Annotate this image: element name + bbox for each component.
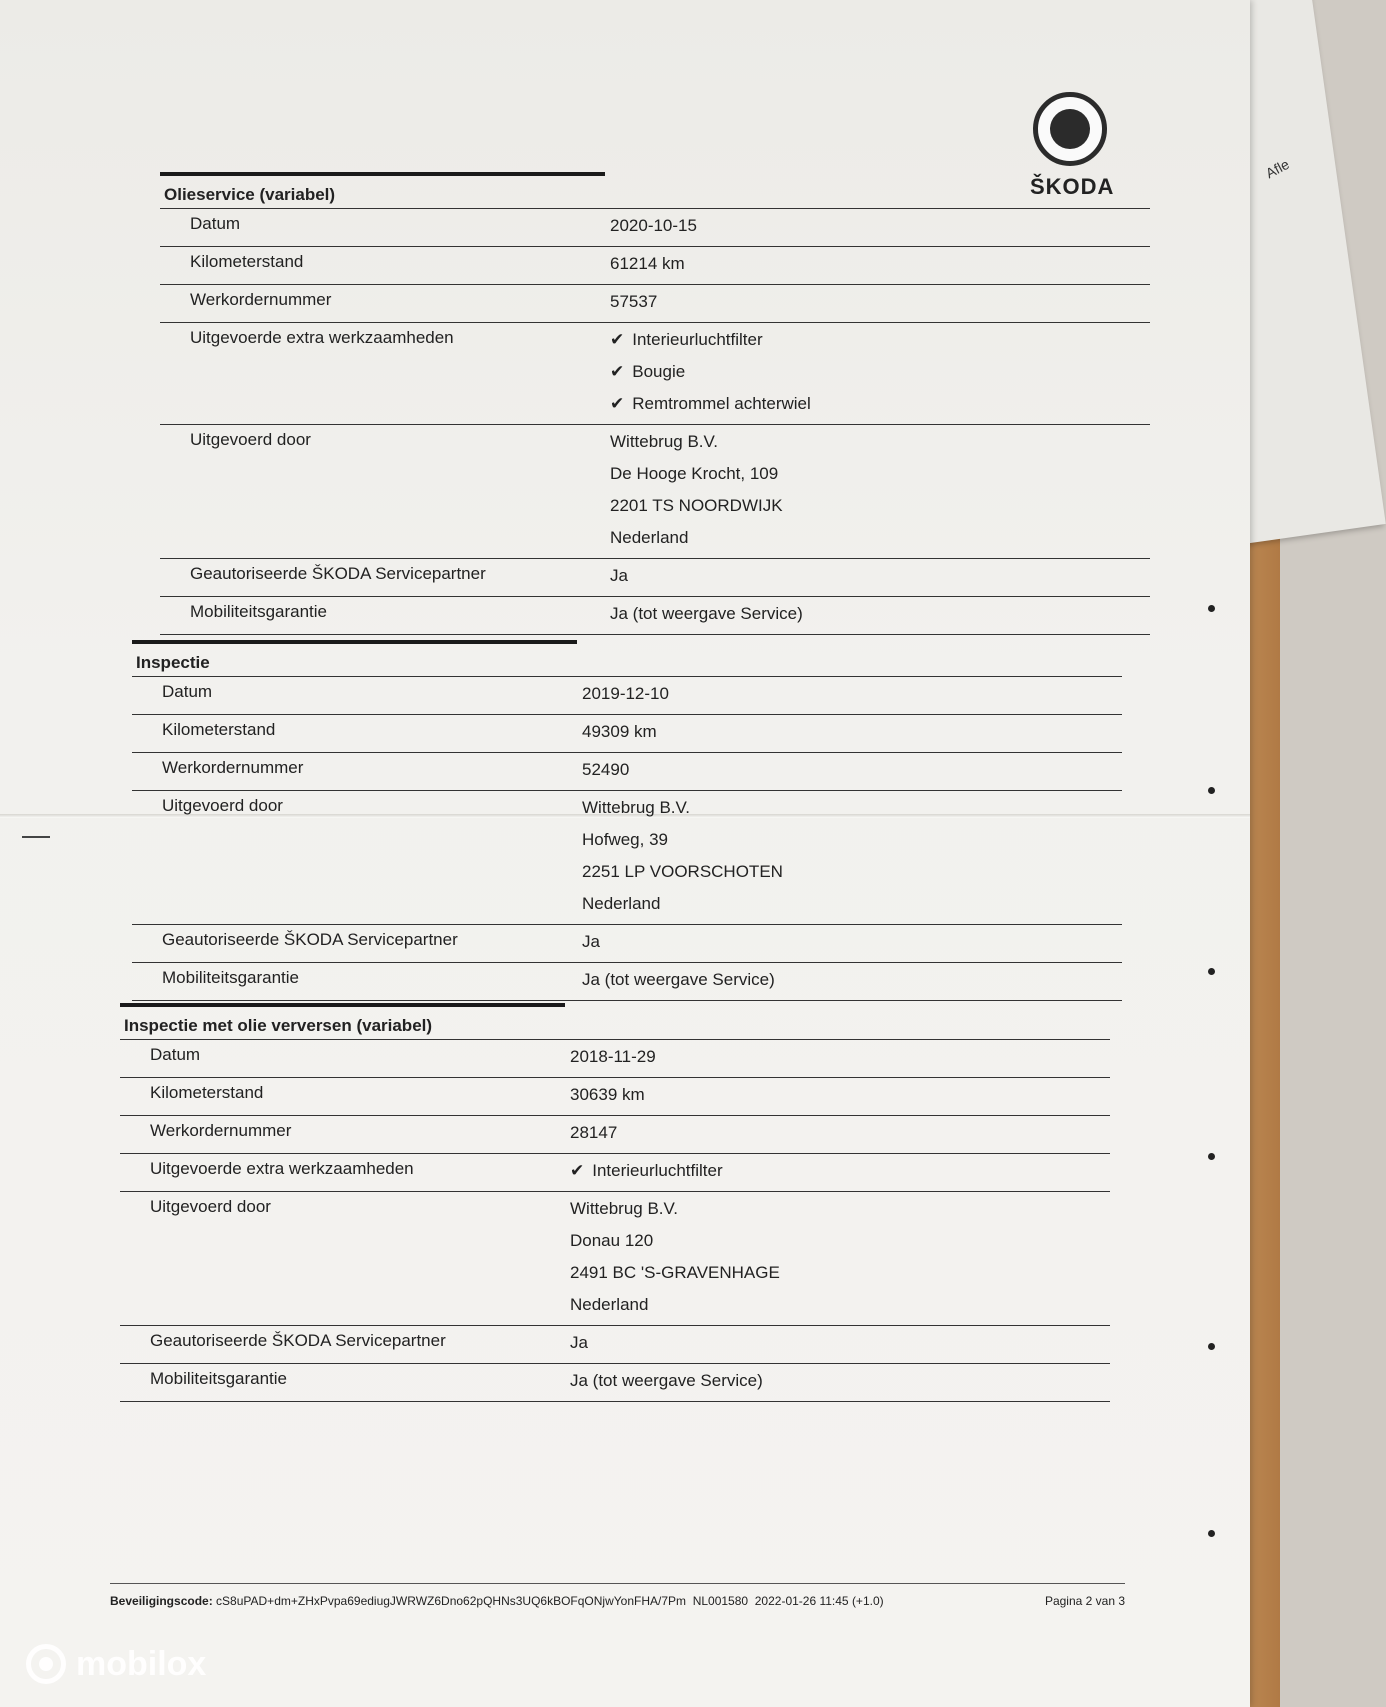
row-value: Wittebrug B.V. xyxy=(570,1199,679,1218)
row-value: Ja xyxy=(570,1333,588,1352)
side-sheet-text: Afle xyxy=(1262,155,1292,182)
row-label: Mobiliteitsgarantie xyxy=(190,602,328,621)
record-row xyxy=(160,322,1150,424)
row-value: 2201 TS NOORDWIJK xyxy=(610,496,783,515)
record-row xyxy=(160,208,1150,246)
row-value: 28147 xyxy=(570,1123,618,1142)
row-label: Datum xyxy=(150,1045,201,1064)
mobilox-watermark xyxy=(26,1644,206,1684)
punch-hole xyxy=(1208,787,1215,794)
row-value: Nederland xyxy=(610,528,689,547)
record-row xyxy=(160,558,1150,596)
row-label: Uitgevoerd door xyxy=(162,796,283,815)
mobilox-logo-icon xyxy=(26,1644,66,1684)
row-values xyxy=(582,677,1122,714)
row-value: De Hooge Krocht, 109 xyxy=(610,464,779,483)
row-label: Geautoriseerde ŠKODA Servicepartner xyxy=(162,930,458,949)
record-row xyxy=(160,284,1150,322)
row-values xyxy=(582,791,1122,924)
row-label: Uitgevoerde extra werkzaamheden xyxy=(150,1159,414,1178)
checked-item: ✔ Bougie xyxy=(610,360,1150,392)
row-label: Mobiliteitsgarantie xyxy=(150,1369,288,1388)
record-row xyxy=(120,1363,1110,1402)
row-value: Nederland xyxy=(570,1295,649,1314)
row-value: Ja (tot weergave Service) xyxy=(582,970,775,989)
section-title: Inspectie xyxy=(136,653,210,672)
row-label: Datum xyxy=(190,214,241,233)
skoda-emblem-icon xyxy=(1033,92,1107,166)
service-section xyxy=(160,172,1150,635)
record-row xyxy=(132,752,1122,790)
row-values xyxy=(610,597,1150,634)
record-row xyxy=(132,790,1122,924)
page-footer xyxy=(110,1583,1125,1608)
section-title: Inspectie met olie verversen (variabel) xyxy=(124,1016,433,1035)
punch-hole xyxy=(1208,605,1215,612)
row-value: 2018-11-29 xyxy=(570,1047,656,1066)
record-row xyxy=(160,246,1150,284)
fold-mark xyxy=(22,836,50,838)
dealer-code: NL001580 xyxy=(692,1594,749,1608)
row-label: Uitgevoerde extra werkzaamheden xyxy=(190,328,454,347)
checked-item: ✔ Interieurluchtfilter xyxy=(570,1159,1110,1191)
row-label: Kilometerstand xyxy=(162,720,276,739)
watermark-text: mobilox xyxy=(76,1644,207,1683)
record-row xyxy=(160,424,1150,558)
punch-hole xyxy=(1208,1153,1215,1160)
row-label: Werkordernummer xyxy=(190,290,332,309)
section-title: Olieservice (variabel) xyxy=(164,185,336,204)
row-values xyxy=(570,1326,1110,1363)
row-values xyxy=(610,247,1150,284)
service-section xyxy=(120,1003,1110,1402)
row-value: Wittebrug B.V. xyxy=(610,432,719,451)
row-label: Datum xyxy=(162,682,213,701)
section-rule xyxy=(120,1003,565,1007)
row-label: Geautoriseerde ŠKODA Servicepartner xyxy=(190,564,486,583)
row-value: 57537 xyxy=(610,292,658,311)
record-row xyxy=(120,1039,1110,1077)
record-row xyxy=(120,1191,1110,1325)
security-label: Beveiligingscode: xyxy=(110,1594,213,1608)
row-label: Uitgevoerd door xyxy=(190,430,311,449)
record-row xyxy=(160,596,1150,635)
row-value: Nederland xyxy=(582,894,661,913)
row-values xyxy=(610,209,1150,246)
row-values xyxy=(570,1364,1110,1401)
row-values xyxy=(610,425,1150,558)
punch-hole xyxy=(1208,1530,1215,1537)
service-section xyxy=(132,640,1122,1001)
row-value: 49309 km xyxy=(582,722,657,741)
row-value: 61214 km xyxy=(610,254,685,273)
row-value: 52490 xyxy=(582,760,630,779)
checked-item: ✔ Interieurluchtfilter xyxy=(610,328,1150,360)
row-values xyxy=(582,753,1122,790)
punch-hole xyxy=(1208,1343,1215,1350)
row-values xyxy=(610,323,1150,424)
row-values xyxy=(582,925,1122,962)
section-rule xyxy=(160,172,605,176)
row-label: Kilometerstand xyxy=(150,1083,264,1102)
row-label: Uitgevoerd door xyxy=(150,1197,271,1216)
record-row xyxy=(120,1153,1110,1191)
page-number: Pagina 2 van 3 xyxy=(1044,1594,1125,1608)
row-value: Ja (tot weergave Service) xyxy=(570,1371,763,1390)
section-rule xyxy=(132,640,577,644)
row-values xyxy=(582,715,1122,752)
record-row xyxy=(132,676,1122,714)
record-row xyxy=(132,714,1122,752)
row-label: Werkordernummer xyxy=(162,758,304,777)
row-value: Wittebrug B.V. xyxy=(582,798,691,817)
row-values xyxy=(610,559,1150,596)
row-values xyxy=(570,1192,1110,1325)
punch-hole xyxy=(1208,968,1215,975)
row-value: Ja (tot weergave Service) xyxy=(610,604,803,623)
row-label: Geautoriseerde ŠKODA Servicepartner xyxy=(150,1331,446,1350)
record-row xyxy=(120,1115,1110,1153)
row-label: Kilometerstand xyxy=(190,252,304,271)
brand-name: ŠKODA xyxy=(1030,174,1115,199)
row-value: 2019-12-10 xyxy=(582,684,669,703)
row-label: Werkordernummer xyxy=(150,1121,292,1140)
record-row xyxy=(132,924,1122,962)
row-label: Mobiliteitsgarantie xyxy=(162,968,300,987)
row-values xyxy=(582,963,1122,1000)
row-value: Ja xyxy=(610,566,628,585)
row-value: 2251 LP VOORSCHOTEN xyxy=(582,862,783,881)
security-code: cS8uPAD+dm+ZHxPvpa69ediugJWRWZ6Dno62pQHNs3UQ6kBOFqONjwYonFHA/7Pm xyxy=(216,1594,687,1608)
row-values xyxy=(570,1116,1110,1153)
row-values xyxy=(570,1040,1110,1077)
record-row xyxy=(120,1077,1110,1115)
row-values xyxy=(610,285,1150,322)
footer-timestamp: 2022-01-26 11:45 (+1.0) xyxy=(754,1594,884,1608)
row-value: 2020-10-15 xyxy=(610,216,697,235)
record-row xyxy=(132,962,1122,1001)
row-values xyxy=(570,1078,1110,1115)
row-value: 30639 km xyxy=(570,1085,645,1104)
row-value: Hofweg, 39 xyxy=(582,830,668,849)
row-value: Donau 120 xyxy=(570,1231,654,1250)
record-row xyxy=(120,1325,1110,1363)
row-value: 2491 BC 'S-GRAVENHAGE xyxy=(570,1263,780,1282)
row-values xyxy=(570,1154,1110,1191)
footer-security xyxy=(110,1594,884,1608)
row-value: Ja xyxy=(582,932,600,951)
checked-item: ✔ Remtrommel achterwiel xyxy=(610,392,1150,424)
